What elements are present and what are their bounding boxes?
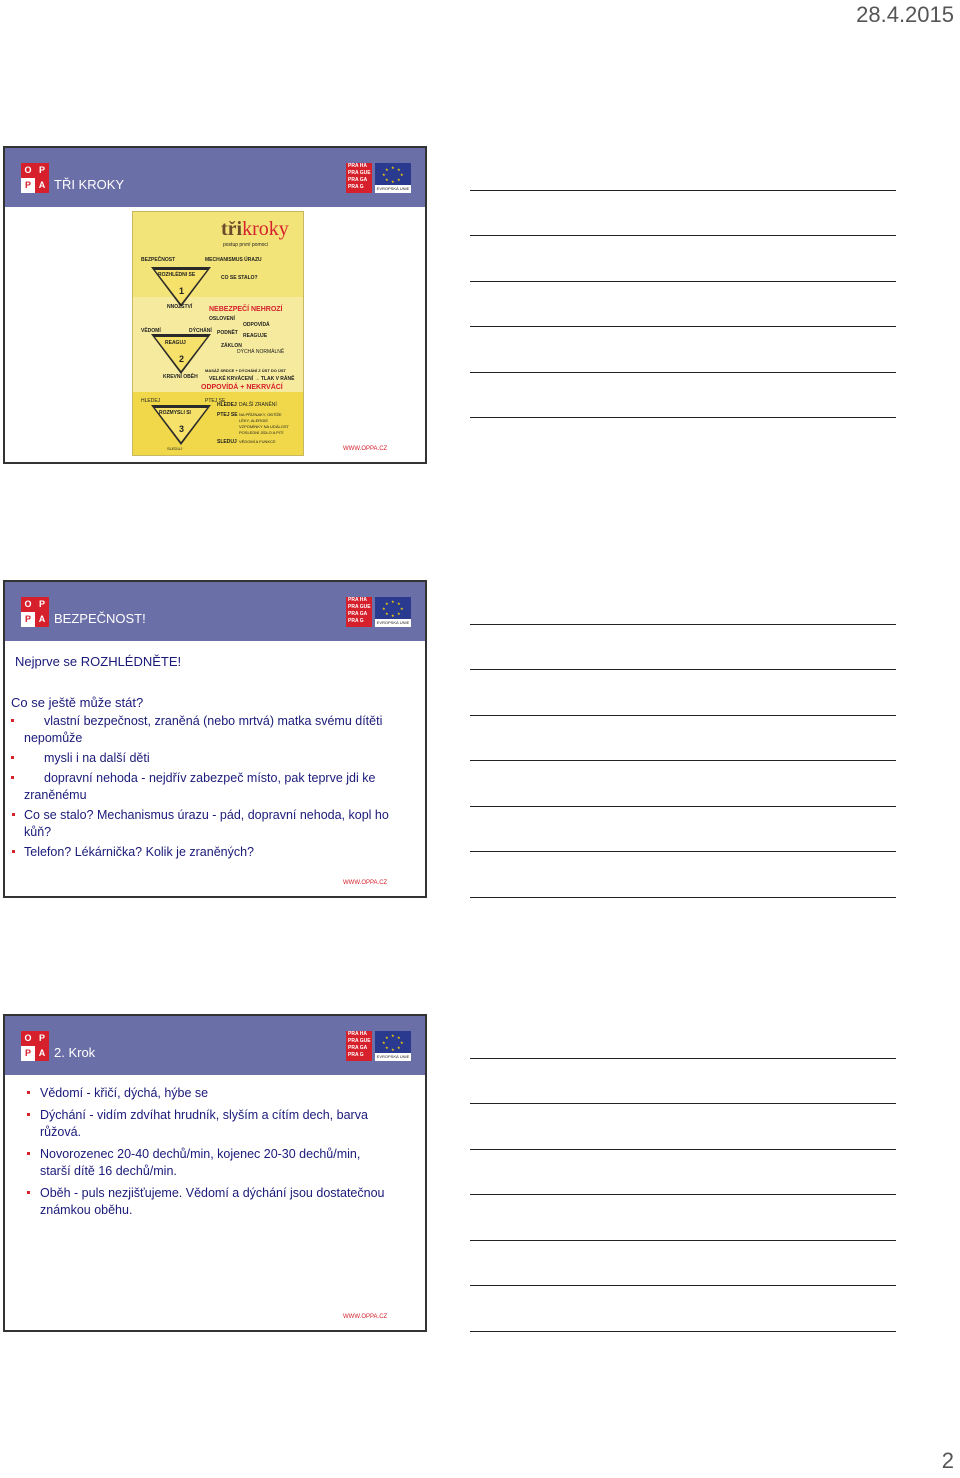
opp-letter: P xyxy=(35,597,49,612)
slide-subhead: Co se ještě může stát? xyxy=(11,695,144,710)
poster-label: REAGUJE xyxy=(243,333,268,339)
slide-header xyxy=(5,1016,425,1075)
opp-letter: A xyxy=(35,1046,49,1061)
poster-title-rest: kroky xyxy=(242,218,289,240)
slide-header xyxy=(5,582,425,641)
poster-title-main: tři xyxy=(221,218,243,240)
poster-label: ODPOVÍDÁ xyxy=(243,322,270,328)
list-item: dopravní nehoda - nejdřív zabezpeč místo, pak teprve jdi ke zraněnému xyxy=(24,770,394,804)
poster-label: VĚDOMÍ A FUNKCE xyxy=(239,439,276,444)
poster-label: PODNĚT xyxy=(217,330,238,336)
slide-title: 2. Krok xyxy=(54,1045,96,1060)
list-item: mysli i na další děti xyxy=(24,750,394,767)
poster-label: PTEJ SE xyxy=(205,398,226,404)
eu-label: EVROPSKÁ UNIE xyxy=(376,186,410,191)
opp-letter: O xyxy=(21,163,35,178)
opp-letter: P xyxy=(35,1031,49,1046)
opp-logo xyxy=(21,163,49,193)
eu-logo xyxy=(375,1031,411,1061)
slide-tri-kroky xyxy=(3,146,427,464)
poster-label: SLEDUJ xyxy=(167,446,183,451)
poster-label: ZÁKLON xyxy=(221,343,242,349)
list-item: Co se stalo? Mechanismus úrazu - pád, dopravní nehoda, kopl ho kůň? xyxy=(24,807,394,841)
poster-label: DÝCHÁ NORMÁLNĚ xyxy=(237,349,285,355)
step-number: 1 xyxy=(179,286,185,296)
opp-letter: P xyxy=(21,1046,35,1061)
prague-logo: PRA HA PRA GUE PRA GA PRA G xyxy=(346,1031,372,1061)
eu-flag-icon: ★ ★ ★ ★ ★ ★ ★ ★ xyxy=(375,1031,411,1053)
poster-label: VELKÉ KRVÁCENÍ → TLAK V RÁNĚ xyxy=(209,376,295,382)
print-date: 28.4.2015 xyxy=(856,2,954,27)
website-link[interactable]: WWW.OPPA.CZ xyxy=(343,1314,388,1320)
slide-title: TŘI KROKY xyxy=(54,177,125,192)
eu-flag-icon: ★ ★ ★ ★ ★ ★ ★ ★ xyxy=(375,597,411,619)
list-item: Novorozenec 20-40 dechů/min, kojenec 20-30 dechů/min, starší dítě 16 dechů/min. xyxy=(40,1146,385,1180)
poster-label: SLEDUJ xyxy=(217,439,237,445)
opp-letter: O xyxy=(21,597,35,612)
list-item: vlastní bezpečnost, zraněná (nebo mrtvá) matka svému dítěti nepomůže xyxy=(24,713,394,747)
poster-label: CO SE STALO? xyxy=(221,275,258,281)
poster-banner: ODPOVÍDÁ + NEKRVÁCÍ xyxy=(201,384,283,391)
eu-label: EVROPSKÁ UNIE xyxy=(376,620,410,625)
poster-banner: NEBEZPEČÍ NEHROZÍ xyxy=(209,306,283,313)
opp-letter: A xyxy=(35,612,49,627)
opp-letter: P xyxy=(21,612,35,627)
slide-intro: Nejprve se ROZHLÉDNĚTE! xyxy=(15,654,182,669)
opp-letter: A xyxy=(35,178,49,193)
poster-subtitle: postup první pomoci xyxy=(223,242,269,248)
poster-label: NNOŽSTVÍ xyxy=(167,304,193,310)
eu-label: EVROPSKÁ UNIE xyxy=(376,1054,410,1059)
poster-label: LÉKY, ALERGIE xyxy=(239,418,269,423)
poster-label: MASÁŽ SRDCE + DÝCHÁNÍ Z ÚST DO ÚST xyxy=(205,368,287,373)
poster-label: NA PŘÍZNAKY, OBTÍŽE xyxy=(239,412,282,417)
bullet-list xyxy=(40,1085,385,1219)
poster-label: VĚDOMÍ xyxy=(141,328,161,334)
poster-label: DALŠÍ ZRANĚNÍ xyxy=(239,402,277,408)
poster-label: OSLOVENÍ xyxy=(209,316,235,322)
opp-letter: P xyxy=(21,178,35,193)
poster-label: BEZPEČNOST xyxy=(141,257,176,263)
poster-label: HLEDEJ xyxy=(217,402,237,408)
page-number: 2 xyxy=(941,1448,954,1473)
poster-label: REAGUJ xyxy=(165,340,186,346)
poster-label: ROZMYSLI SI xyxy=(159,410,191,416)
poster-label: ROZHLÉDNI SE xyxy=(158,272,196,278)
poster-label: KREVNÍ OBĚH xyxy=(163,374,198,380)
step-number: 3 xyxy=(179,424,185,434)
bullet-list xyxy=(24,713,394,861)
poster-label: PTEJ SE xyxy=(217,412,238,418)
poster-label: VZPOMÍNKY NA UDÁLOST xyxy=(239,424,289,429)
poster-label: POSLEDNÍ JÍDLO A PITÍ xyxy=(239,430,284,435)
slide-bezpecnost xyxy=(3,580,427,898)
list-item: Dýchání - vidím zdvíhat hrudník, slyším a cítím dech, barva růžová. xyxy=(40,1107,385,1141)
slide-title: BEZPEČNOST! xyxy=(54,611,146,626)
prague-logo: PRA HA PRA GUE PRA GA PRA G xyxy=(346,163,372,193)
website-link[interactable]: WWW.OPPA.CZ xyxy=(343,880,388,886)
website-link[interactable]: WWW.OPPA.CZ xyxy=(343,446,388,452)
list-item: Telefon? Lékárnička? Kolik je zraněných? xyxy=(24,844,394,861)
eu-logo xyxy=(375,163,411,193)
step-number: 2 xyxy=(179,354,185,364)
slide-2-krok xyxy=(3,1014,427,1332)
eu-logo xyxy=(375,597,411,627)
opp-letter: O xyxy=(21,1031,35,1046)
opp-letter: P xyxy=(35,163,49,178)
slide-header xyxy=(5,148,425,207)
tri-kroky-poster xyxy=(132,211,304,456)
list-item: Oběh - puls nezjišťujeme. Vědomí a dýchání jsou dostatečnou známkou oběhu. xyxy=(40,1185,385,1219)
opp-logo xyxy=(21,1031,49,1061)
eu-flag-icon: ★ ★ ★ ★ ★ ★ ★ ★ xyxy=(375,163,411,185)
poster-label: HLEDEJ xyxy=(141,398,161,404)
prague-logo: PRA HA PRA GUE PRA GA PRA G xyxy=(346,597,372,627)
poster-label: DÝCHÁNÍ xyxy=(189,328,212,334)
list-item: Vědomí - křičí, dýchá, hýbe se xyxy=(40,1085,385,1102)
poster-label: MECHANISMUS ÚRAZU xyxy=(205,257,262,263)
opp-logo xyxy=(21,597,49,627)
